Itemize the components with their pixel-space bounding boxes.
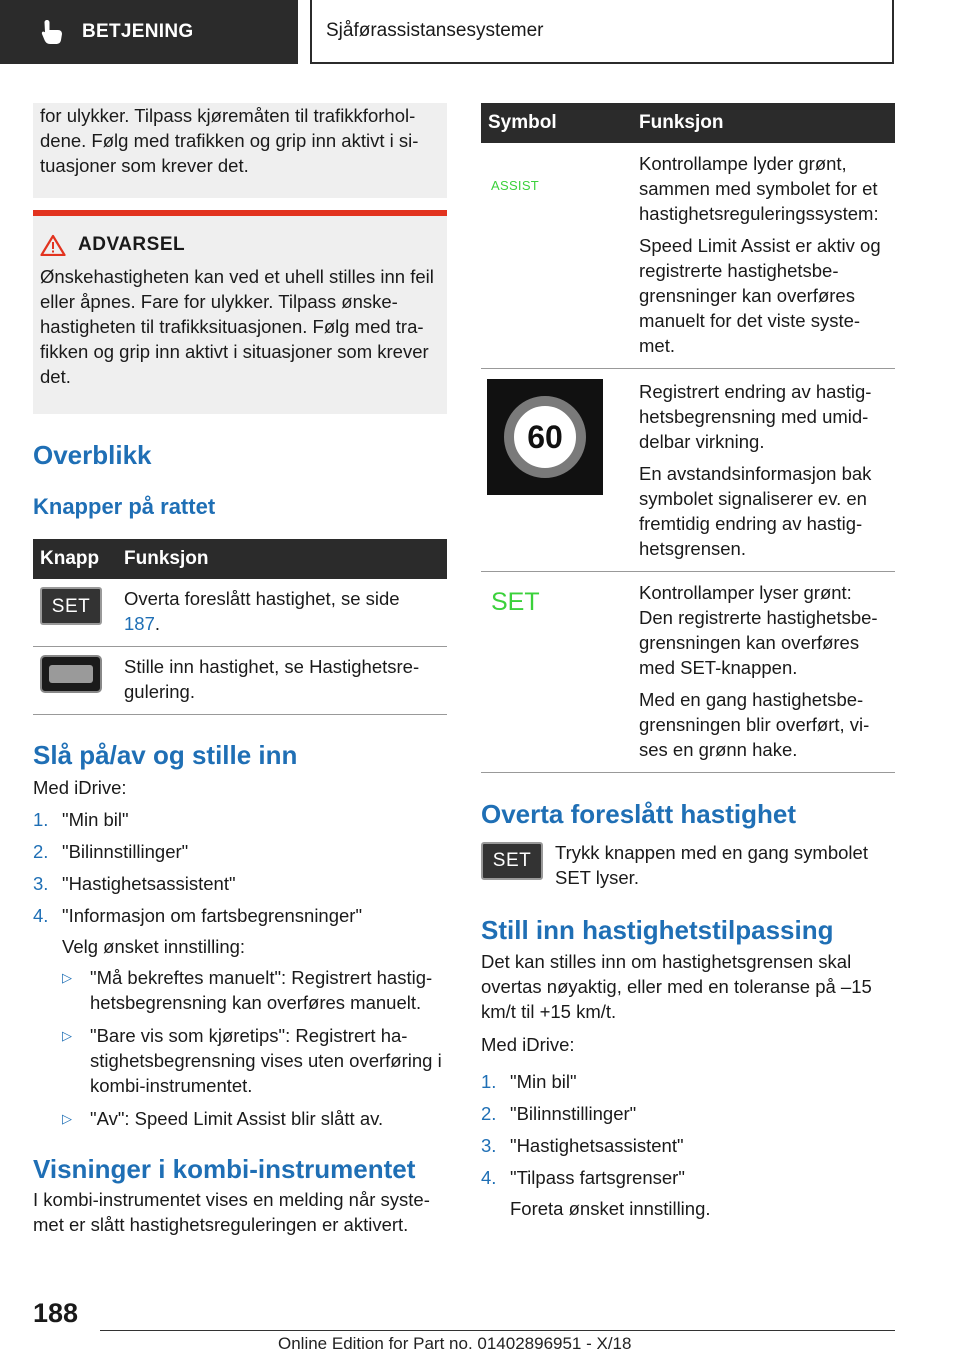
option-text: "Må bekreftes manuelt": Registrert hastig-hetsbegrensning kan overføres manuelt. bbox=[90, 967, 433, 1013]
buttons-table bbox=[33, 539, 447, 715]
step-number: 3. bbox=[33, 873, 49, 894]
set-button-icon-label: SET bbox=[492, 850, 532, 871]
step-number: 1. bbox=[481, 1071, 497, 1092]
header-section-label: BETJENING bbox=[82, 21, 194, 42]
list-item bbox=[33, 839, 447, 864]
speed-rocker-icon bbox=[40, 655, 102, 693]
step-number: 1. bbox=[33, 809, 49, 830]
take-speed-heading: Overta foreslått hastighet bbox=[481, 799, 796, 829]
warning-box bbox=[33, 210, 447, 414]
buttons-row-2-text: Stille inn hastighet, se Hastighetsre-gulering. bbox=[117, 647, 447, 715]
warning-text: Ønskehastigheten kan ved et uhell stilles inn feil eller åpnes. Fare for ulykker. Tilpass ønske-hastigheten til trafikksituasjonen. Følg med tra-fikken og grip inn aktivt i situasjoner som krever det. bbox=[40, 266, 434, 387]
step-number: 4. bbox=[481, 1167, 497, 1188]
option-text: "Av": Speed Limit Assist blir slått av. bbox=[90, 1108, 384, 1129]
set-button-icon-label: SET bbox=[51, 595, 91, 617]
overview-heading: Overblikk bbox=[33, 440, 152, 470]
step-text: "Hastighetsassistent" bbox=[62, 873, 236, 894]
step-number: 4. bbox=[33, 905, 49, 926]
step-text: "Bilinnstillinger" bbox=[62, 841, 189, 862]
left-column bbox=[33, 103, 447, 1237]
header-chapter-label: Sjåførassistansesystemer bbox=[326, 20, 544, 41]
adjust-heading: Still inn hastighetstilpassing bbox=[481, 915, 834, 945]
with-idrive-label: Med iDrive: bbox=[33, 777, 127, 798]
adjust-text: Det kan stilles inn om hastighetsgrensen skal overtas nøyaktig, eller med en toleranse på –15 km/t til +15 km/t. bbox=[481, 951, 872, 1022]
table-row bbox=[33, 647, 447, 715]
step-number: 2. bbox=[481, 1103, 497, 1124]
options-list bbox=[62, 965, 447, 1131]
choose-setting-text: Velg ønsket innstilling: bbox=[62, 936, 246, 957]
assist-symbol-icon: ASSIST bbox=[491, 178, 540, 193]
step-text: "Hastighetsassistent" bbox=[510, 1135, 684, 1156]
symbol-row-2-text-2: En avstandsinformasjon bak symbolet signaliserer ev. en fremtidig endring av hastig-hetsgrensen. bbox=[639, 463, 872, 559]
buttons-row-1-text: Overta foreslått hastighet, se side bbox=[124, 588, 400, 609]
step-number: 3. bbox=[481, 1135, 497, 1156]
table-row bbox=[33, 579, 447, 647]
list-item bbox=[62, 1023, 447, 1098]
symbol-row-1-text: Kontrollampe lyder grønt, sammen med symbolet for et hastighetsreguleringssystem: bbox=[639, 153, 879, 224]
warning-triangle-icon bbox=[40, 234, 66, 256]
warning-title-label: ADVARSEL bbox=[78, 234, 186, 255]
header-section-tab bbox=[0, 0, 298, 64]
onoff-heading: Slå på/av og stille inn bbox=[33, 740, 298, 770]
right-steps-list bbox=[481, 1069, 895, 1221]
list-item bbox=[481, 1165, 895, 1221]
warning-title bbox=[40, 234, 440, 256]
list-item bbox=[33, 807, 447, 832]
header-chapter bbox=[310, 0, 894, 64]
speed-limit-value: 60 bbox=[504, 396, 586, 478]
symbol-row-1-text-2: Speed Limit Assist er aktiv og registrerte hastighetsbe-grensninger kan overføres manuelt for det viste syste-met. bbox=[639, 235, 881, 356]
list-item bbox=[33, 903, 447, 1139]
step-text: "Min bil" bbox=[62, 809, 129, 830]
symbol-table-head-function: Funksjon bbox=[632, 103, 895, 143]
triangle-bullet-icon: ▷ bbox=[62, 1028, 72, 1043]
step-text: "Bilinnstillinger" bbox=[510, 1103, 637, 1124]
list-item bbox=[481, 1069, 895, 1094]
table-row bbox=[481, 369, 895, 572]
take-speed-block bbox=[481, 840, 895, 890]
set-button-icon bbox=[40, 587, 102, 625]
symbol-table-head-symbol: Symbol bbox=[481, 103, 632, 143]
footer-edition: Online Edition for Part no. 01402896951 - X/18 bbox=[278, 1334, 632, 1353]
table-row bbox=[481, 143, 895, 369]
list-item bbox=[481, 1133, 895, 1158]
take-speed-text: Trykk knappen med en gang symbolet SET lyser. bbox=[555, 842, 868, 888]
right-column bbox=[481, 103, 895, 1228]
footer-divider bbox=[100, 1330, 895, 1331]
intro-text: for ulykker. Tilpass kjøremåten til trafikkforhol-dene. Følg med trafikken og grip inn aktivt i si-tuasjoner som krever det. bbox=[40, 105, 419, 176]
step-text: "Informasjon om fartsbegrensninger" bbox=[62, 905, 363, 926]
display-text: I kombi-instrumentet vises en melding når syste-met er slått hastighetsreguleringen er aktivert. bbox=[33, 1189, 430, 1235]
buttons-table-head-button: Knapp bbox=[33, 539, 117, 579]
symbol-row-3-text-2: Med en gang hastighetsbe-grensningen blir overført, vi-ses en grønn hake. bbox=[639, 689, 870, 760]
left-steps-list bbox=[33, 807, 447, 1139]
symbol-table bbox=[481, 103, 895, 773]
buttons-heading: Knapper på rattet bbox=[33, 494, 216, 519]
list-item bbox=[62, 965, 447, 1015]
buttons-row-1-suffix: . bbox=[154, 613, 161, 634]
step-number: 2. bbox=[33, 841, 49, 862]
symbol-row-2-text: Registrert endring av hastig-hetsbegrensning med umid-delbar virkning. bbox=[639, 381, 872, 452]
list-item bbox=[33, 871, 447, 896]
set-button-icon bbox=[481, 842, 543, 880]
triangle-bullet-icon: ▷ bbox=[62, 970, 72, 985]
with-idrive-label: Med iDrive: bbox=[481, 1034, 575, 1055]
symbol-row-3-text: Kontrollamper lyser grønt: Den registrerte hastighetsbe-grensningen kan overføres med SET-knappen. bbox=[639, 582, 878, 678]
option-text: "Bare vis som kjøretips": Registrert ha-stighetsbegrensning vises uten overføring i kombi-instrumentet. bbox=[90, 1025, 442, 1096]
page-link-187[interactable]: 187 bbox=[124, 613, 155, 634]
step-text: "Tilpass fartsgrenser" bbox=[510, 1167, 685, 1188]
table-row bbox=[481, 572, 895, 773]
list-item bbox=[481, 1101, 895, 1126]
intro-box bbox=[33, 103, 447, 198]
buttons-table-head-function: Funksjon bbox=[117, 539, 447, 579]
speed-limit-sign-icon bbox=[487, 379, 603, 495]
hand-pointer-icon bbox=[40, 19, 64, 45]
list-item bbox=[62, 1106, 447, 1131]
set-symbol-icon: SET bbox=[491, 588, 540, 616]
page-number: 188 bbox=[33, 1298, 79, 1328]
triangle-bullet-icon: ▷ bbox=[62, 1111, 72, 1126]
step-text: "Min bil" bbox=[510, 1071, 577, 1092]
final-note-text: Foreta ønsket innstilling. bbox=[510, 1198, 711, 1219]
display-heading: Visninger i kombi-instrumentet bbox=[33, 1154, 416, 1184]
